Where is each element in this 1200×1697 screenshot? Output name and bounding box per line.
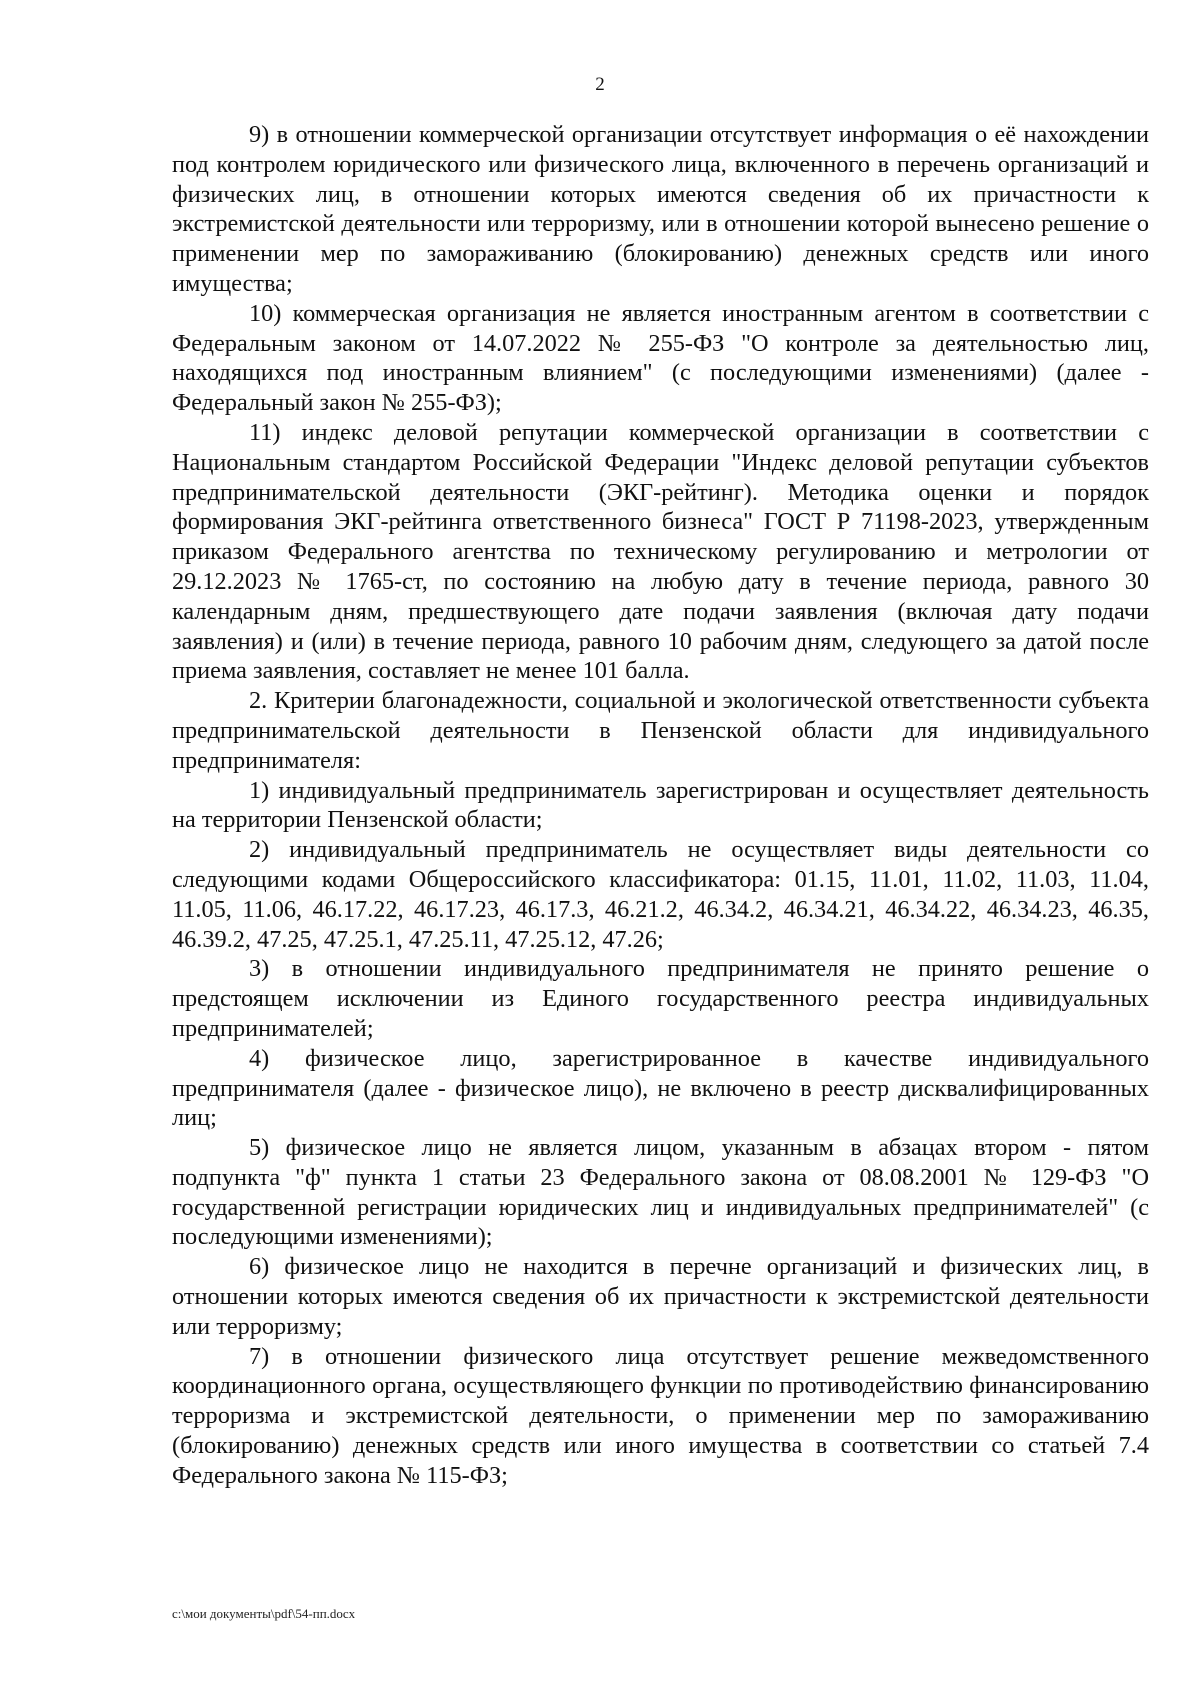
paragraph-item-11: 11) индекс деловой репутации коммерческой организации в соответствии с Национальным стандартом Российской Федерации "Индекс деловой репутации субъектов предпринимательской деятельности (ЭКГ-рейтинг). Методика оценки и порядок формирования ЭКГ-рейтинга ответственного бизнеса" ГОСТ Р 71198-2023, утвержденным приказом Федерального агентства по техническому регулированию и метрологии от 29.12.2023 № 1765-ст, по состоянию на любую дату в течение периода, равного 30 календарным дням, предшествующего дате подачи заявления (включая дату подачи заявления) и (или) в течение периода, равного 10 рабочим дням, следующего за датой после приема заявления, составляет не менее 101 балла.: [172, 418, 1149, 685]
paragraph-ip-item-1: 1) индивидуальный предприниматель зарегистрирован и осуществляет деятельность на территории Пензенской области;: [172, 776, 1149, 834]
paragraph-item-10: 10) коммерческая организация не является иностранным агентом в соответствии с Федеральным законом от 14.07.2022 № 255-ФЗ "О контроле за деятельностью лиц, находящихся под иностранным влиянием" (с последующими изменениями) (далее - Федеральный закон № 255-ФЗ);: [172, 299, 1149, 417]
page-number: 2: [595, 74, 605, 95]
paragraph-ip-item-4: 4) физическое лицо, зарегистрированное в качестве индивидуального предпринимателя (далее - физическое лицо), не включено в реестр дисквалифицированных лиц;: [172, 1044, 1149, 1132]
footer-file-path: c:\мои документы\pdf\54-пп.docx: [172, 1606, 356, 1621]
paragraph-section-2: 2. Критерии благонадежности, социальной и экологической ответственности субъекта предпринимательской деятельности в Пензенской области для индивидуального предпринимателя:: [172, 687, 1149, 774]
paragraph-item-9: 9) в отношении коммерческой организации отсутствует информация о её нахождении под контролем юридического или физического лица, включенного в перечень организаций и физических лиц, в отношении которых имеются сведения об их причастности к экстремистской деятельности или терроризму, или в отношении которой вынесено решение о применении мер по замораживанию (блокированию) денежных средств или иного имущества;: [172, 121, 1149, 297]
paragraph-ip-item-2: 2) индивидуальный предприниматель не осуществляет виды деятельности со следующими кодами Общероссийского классификатора: 01.15, 11.01, 11.02, 11.03, 11.04, 11.05, 11.06, 46.17.22, 46.17.23, 46.17.3, 46.21.2, 46.34.2, 46.34.21, 46.34.22, 46.34.23, 46.35, 46.39.2, 47.25, 47.25.1, 47.25.11, 47.25.12, 47.26;: [172, 836, 1149, 953]
paragraph-ip-item-7: 7) в отношении физического лица отсутствует решение межведомственного координационного органа, осуществляющего функции по противодействию финансированию терроризма и экстремистской деятельности, о применении мер по замораживанию (блокированию) денежных средств или иного имущества в соответствии со статьей 7.4 Федерального закона № 115-ФЗ;: [172, 1342, 1149, 1489]
paragraph-ip-item-3: 3) в отношении индивидуального предпринимателя не принято решение о предстоящем исключении из Единого государственного реестра индивидуальных предпринимателей;: [172, 955, 1149, 1042]
paragraph-ip-item-5: 5) физическое лицо не является лицом, указанным в абзацах втором - пятом подпункта "ф" пункта 1 статьи 23 Федерального закона от 08.08.2001 № 129-ФЗ "О государственной регистрации юридических лиц и индивидуальных предпринимателей" (с последующими изменениями);: [172, 1134, 1149, 1251]
paragraph-ip-item-6: 6) физическое лицо не находится в перечне организаций и физических лиц, в отношении которых имеются сведения об их причастности к экстремистской деятельности или терроризму;: [172, 1253, 1149, 1340]
document-body: [172, 120, 1149, 1491]
